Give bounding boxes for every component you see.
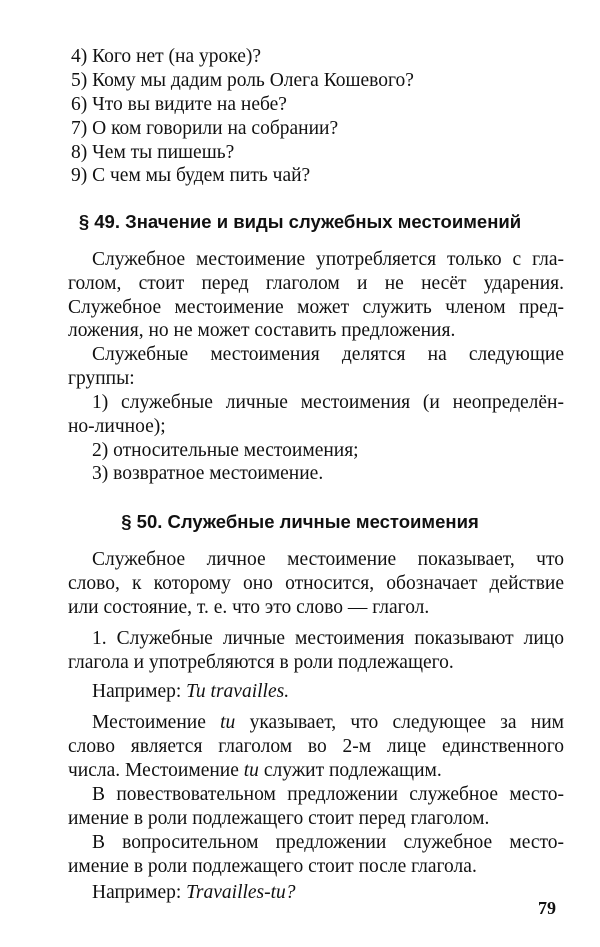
paragraph-line: слово является глаголом во 2-м лице единственного <box>68 736 564 757</box>
example-phrase: Travailles-tu? <box>186 882 296 903</box>
example-label: Например: <box>92 681 187 702</box>
paragraph-line <box>68 759 564 783</box>
section-49-heading: § 49. Значение и виды служебных местоимений <box>78 211 522 232</box>
paragraph-line <box>92 711 564 735</box>
paragraph-line: но-личное); <box>68 416 166 437</box>
paragraph-line: глагола и употребляются в роли подлежащего. <box>68 652 454 673</box>
page-number: 79 <box>538 898 556 918</box>
paragraph-line: имение в роли подлежащего стоит перед глаголом. <box>68 808 490 829</box>
list-item: 5) Кому мы дадим роль Олега Кошевого? <box>71 70 414 91</box>
example-line <box>92 881 588 905</box>
french-word: tu <box>243 760 259 781</box>
example-line <box>92 680 588 704</box>
french-word: tu <box>220 712 236 733</box>
list-item: 8) Чем ты пишешь? <box>71 142 235 163</box>
list-item: 4) Кого нет (на уроке)? <box>71 46 262 67</box>
paragraph-line: 3) возвратное местоимение. <box>92 463 324 484</box>
text-span: Местоимение <box>92 712 221 733</box>
text-span: числа. Местоимение <box>68 760 244 781</box>
paragraph-line: Служебное местоимение употребляется только с гла- <box>92 249 564 270</box>
list-item: 7) О ком говорили на собрании? <box>71 118 339 139</box>
text-span: служит подлежащим. <box>258 760 442 781</box>
paragraph-line: В вопросительном предложении служебное место- <box>92 832 564 853</box>
paragraph-line: группы: <box>68 368 135 389</box>
paragraph-line: слово, к которому оно относится, обозначает действие <box>68 573 564 594</box>
list-item: 6) Что вы видите на небе? <box>71 94 287 115</box>
example-label: Например: <box>92 882 187 903</box>
paragraph-line: Служебное местоимение может служить членом пред- <box>68 297 564 318</box>
example-phrase: Tu travailles. <box>186 681 290 702</box>
paragraph-line: 1) служебные личные местоимения (и неопределён- <box>92 392 564 413</box>
paragraph-line: голом, стоит перед глаголом и не несёт ударения. <box>68 273 564 294</box>
paragraph-line: 1. Служебные личные местоимения показывают лицо <box>92 628 564 649</box>
section-50-heading: § 50. Служебные личные местоимения <box>121 511 479 532</box>
paragraph-line: 2) относительные местоимения; <box>92 440 359 461</box>
paragraph-line: В повествовательном предложении служебное место- <box>92 784 564 805</box>
text-span: указывает, что следующее за ним <box>235 712 564 733</box>
paragraph-line: или состояние, т. е. что это слово — глагол. <box>68 597 430 618</box>
paragraph-line: Служебное личное местоимение показывает, что <box>92 549 564 570</box>
paragraph-line: ложения, но не может составить предложения. <box>68 320 456 341</box>
paragraph-line: имение в роли подлежащего стоит после глагола. <box>68 856 477 877</box>
list-item: 9) С чем мы будем пить чай? <box>71 165 311 186</box>
paragraph-line: Служебные местоимения делятся на следующие <box>92 344 564 365</box>
